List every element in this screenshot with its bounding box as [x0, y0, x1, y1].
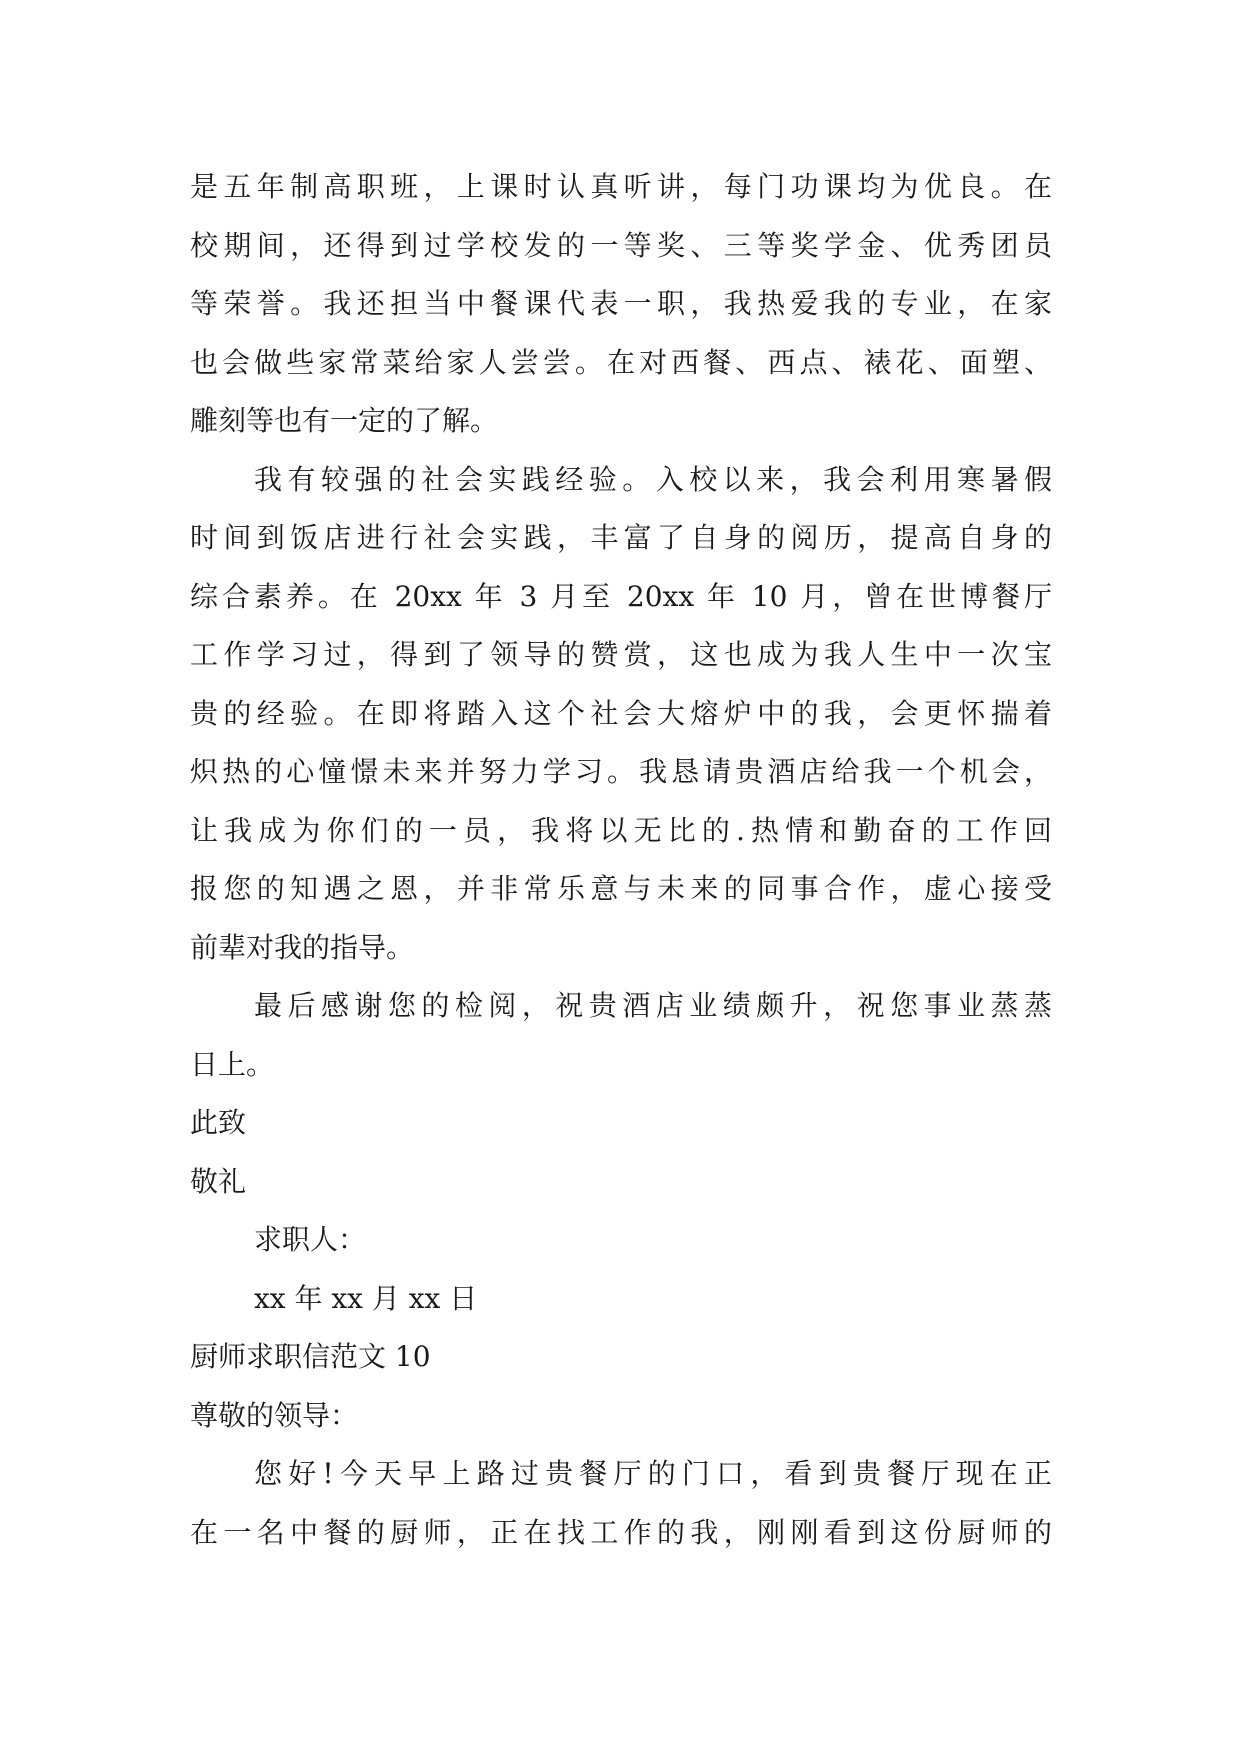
letter-body — [190, 158, 1052, 1562]
text-line: 也会做些家常菜给家人尝尝。在对西餐、西点、裱花、面塑、 — [190, 345, 1052, 379]
text-line: 是五年制高职班，上课时认真听讲，每门功课均为优良。在 — [190, 170, 1052, 203]
text-line: 雕刻等也有一定的了解。 — [190, 404, 499, 437]
text-line: 我有较强的社会实践经验。入校以来，我会利用寒暑假 — [254, 462, 1052, 496]
text-line: 报您的知遇之恩，并非常乐意与未来的同事合作，虚心接受 — [190, 872, 1052, 905]
text-line: 此致 — [190, 1106, 247, 1139]
text-line: 尊敬的领导： — [190, 1398, 359, 1432]
text-line: 最后感谢您的检阅，祝贵酒店业绩颇升，祝您事业蒸蒸 — [254, 989, 1052, 1022]
text-line: 时间到饭店进行社会实践，丰富了自身的阅历，提高自身的 — [190, 521, 1052, 554]
text-line: 前辈对我的指导。 — [190, 930, 415, 964]
text-line: 您好!今天早上路过贵餐厅的门口，看到贵餐厅现在正 — [254, 1457, 1052, 1490]
text-line: 在一名中餐的厨师，正在找工作的我，刚刚看到这份厨师的 — [190, 1515, 1052, 1549]
text-line: 等荣誉。我还担当中餐课代表一职，我热爱我的专业，在家 — [190, 287, 1052, 320]
text-line: 工作学习过，得到了领导的赞赏，这也成为我人生中一次宝 — [190, 638, 1052, 671]
text-line: 敬礼 — [190, 1164, 247, 1198]
text-line: 炽热的心憧憬未来并努力学习。我恳请贵酒店给我一个机会， — [190, 755, 1052, 788]
text-line: xx 年 xx 月 xx 日 — [254, 1281, 478, 1315]
text-line: 厨师求职信范文 10 — [190, 1340, 431, 1373]
text-line: 贵的经验。在即将踏入这个社会大熔炉中的我，会更怀揣着 — [190, 696, 1052, 730]
text-line: 求职人： — [254, 1223, 367, 1256]
text-line: 日上。 — [190, 1047, 275, 1081]
text-line: 校期间，还得到过学校发的一等奖、三等奖学金、优秀团员 — [190, 228, 1052, 262]
text-line: 综合素养。在 20xx 年 3 月至 20xx 年 10 月，曾在世博餐厅 — [190, 579, 1052, 613]
text-line: 让我成为你们的一员，我将以无比的.热情和勤奋的工作回 — [190, 813, 1052, 847]
